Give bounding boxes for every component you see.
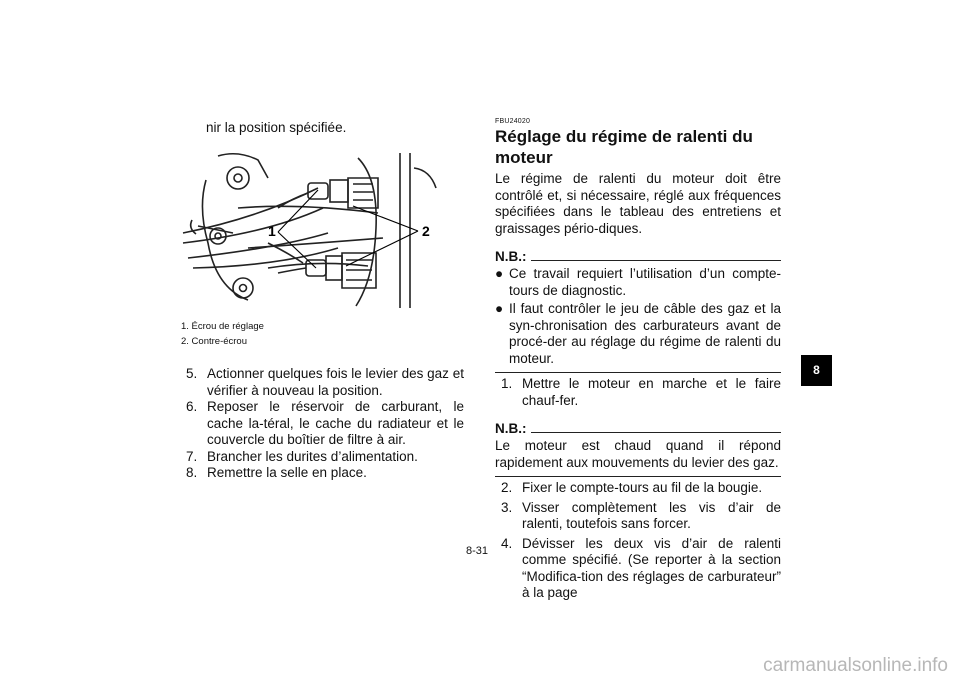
carburetor-drawing — [178, 148, 438, 308]
caption-1: 1. Écrou de réglage — [181, 321, 264, 332]
note-header — [495, 249, 781, 264]
note-bullet — [495, 266, 781, 299]
step-number: 8. — [186, 465, 198, 480]
right-column — [495, 118, 781, 602]
step-2 — [495, 480, 781, 497]
note-rule — [531, 260, 782, 261]
note-end-rule — [495, 372, 781, 373]
step-number: 3. — [501, 499, 513, 515]
step-number: 2. — [501, 480, 513, 495]
intro-paragraph: Le régime de ralenti du moteur doit être contrôlé et, si nécessaire, réglé aux fréquences spécifiées dans le tableau des entretiens et graissages pério-diques. — [495, 171, 781, 236]
note-end-rule — [495, 476, 781, 477]
step-1 — [495, 376, 781, 409]
step-text: Fixer le compte-tours au fil de la bougie. — [522, 480, 763, 495]
step-text: Visser complètement les vis d’air de ralenti, toutefois sans forcer. — [522, 499, 781, 531]
note-label: N.B.: — [495, 249, 527, 264]
step-number: 4. — [501, 535, 513, 551]
bullet-icon: ● — [495, 301, 504, 316]
callout-2: 2 — [422, 223, 430, 239]
step-text: Actionner quelques fois le levier des gaz et vérifier à nouveau la position. — [207, 366, 464, 398]
figure-captions — [181, 319, 264, 349]
caption-2: 2. Contre-écrou — [181, 336, 248, 347]
note-rule — [531, 432, 782, 433]
step-7 — [186, 449, 464, 466]
step-text: Remettre la selle en place. — [207, 465, 367, 480]
note-text: Le moteur est chaud quand il répond rapidement aux mouvements du levier des gaz. — [495, 438, 781, 470]
step-text: Reposer le réservoir de carburant, le cache la-téral, le cache du radiateur et le couvercle du boîtier de filtre à air. — [207, 399, 464, 447]
step-number: 6. — [186, 399, 198, 414]
step-8 — [186, 465, 464, 482]
step-number: 7. — [186, 448, 198, 464]
step-6 — [186, 399, 464, 449]
chapter-tab: 8 — [801, 355, 832, 386]
note-bullet — [495, 301, 781, 367]
bullet-text: Ce travail requiert l’utilisation d’un compte-tours de diagnostic. — [509, 266, 781, 298]
bullet-text: Il faut contrôler le jeu de câble des gaz et la syn-chronisation des carburateurs avant de procé-der au réglage du régime de ralenti du moteur. — [509, 301, 781, 366]
step-number: 5. — [186, 366, 198, 381]
step-5 — [186, 366, 464, 399]
step-text: Mettre le moteur en marche et le faire chauf-fer. — [522, 376, 781, 408]
callout-1: 1 — [268, 223, 276, 239]
note-header-2 — [495, 421, 781, 436]
bullet-icon: ● — [495, 266, 504, 281]
carburetor-illustration — [178, 148, 438, 308]
continuation-text: nir la position spécifiée. — [206, 120, 347, 135]
section-code: FBU24020 — [495, 118, 531, 125]
step-number: 1. — [501, 376, 513, 391]
step-3 — [495, 500, 781, 533]
step-text: Dévisser les deux vis d’air de ralenti comme spécifié. (Se reporter à la section “Modifica-tion des réglages de carburateur” à la page — [522, 535, 781, 600]
step-4 — [495, 536, 781, 602]
step-text: Brancher les durites d’alimentation. — [207, 448, 418, 464]
watermark: carmanualsonline.info — [763, 655, 948, 676]
section-title: Réglage du régime de ralenti du moteur — [495, 127, 753, 167]
left-steps-list — [186, 366, 464, 482]
note-label: N.B.: — [495, 421, 527, 436]
page-number: 8-31 — [466, 545, 489, 557]
